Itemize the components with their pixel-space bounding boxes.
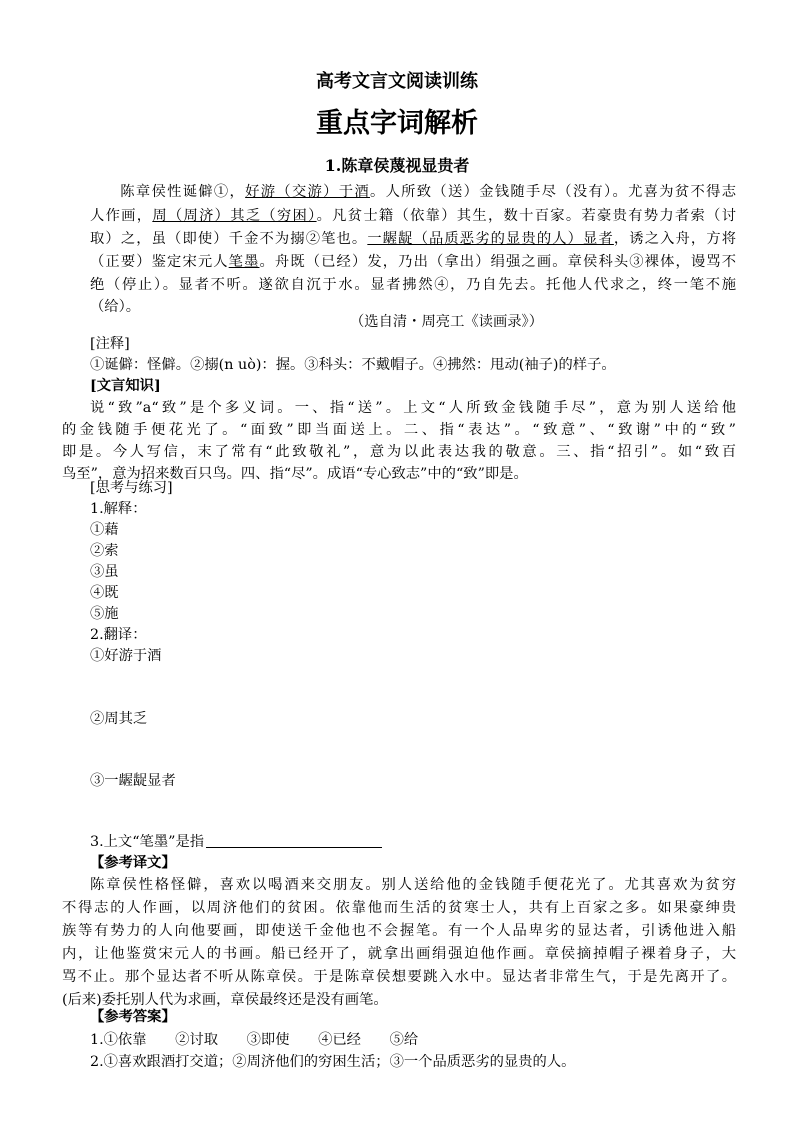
translation-line-5: 骂不止。那个显达者不听从陈章侯。于是陈章侯想要跳入水中。显达者非常生气，于是先离开了。 xyxy=(62,969,736,985)
question-2-item: ②周其乏 xyxy=(90,711,148,727)
question-1-item: ③虽 xyxy=(90,564,119,580)
passage-text: 。凡贫士籍（依靠）其生，数十百家。若豪贵有势力者索（讨 xyxy=(316,208,736,224)
passage-text: 。舟既（已经）发，乃出（拿出）绢强之画。章侯科头③裸体，谩骂不 xyxy=(259,254,737,270)
question-2-item: ①好游于酒 xyxy=(90,648,162,664)
translation-line-2: 不得志的人作画，以周济他们的贫困。依靠他而生活的贫寒士人，共有上百家之多。如果豪绅贵 xyxy=(62,900,736,916)
translation-line-6: (后来)委托别人代为求画，章侯最终还是没有画笔。 xyxy=(62,992,388,1008)
passage-text: 人作画， xyxy=(90,208,153,224)
question-1-item: ④既 xyxy=(90,585,119,601)
question-1-item: ②索 xyxy=(90,543,119,559)
knowledge-line-2: 的金钱随手便花光了。“面致”即当面送上。二、指“表达”。“致意”、“致谢”中的“致” xyxy=(62,422,736,438)
exercises-heading: [思考与练习] xyxy=(90,480,173,496)
underlined-phrase: 笔墨 xyxy=(228,254,260,270)
document-title: 高考文言文阅读训练 xyxy=(316,71,478,92)
passage-text: ，诱之入舟，方将 xyxy=(613,231,737,247)
question-3 xyxy=(90,831,736,853)
passage-line-5: 绝（停止）。显者不听。遂欲自沉于水。显者拂然④，乃自先去。托他人代求之，终一笔不施 xyxy=(90,277,736,293)
passage-text: （正要）鉴定宋元人 xyxy=(90,254,229,270)
translation-line-4: 内，让他鉴赏宋元人的书画。船已经开了，就拿出画绢强迫他作画。章侯摘掉帽子裸着身子，大 xyxy=(62,946,736,962)
passage-line-3 xyxy=(90,228,736,250)
question-2-item: ③一龌龊显者 xyxy=(90,773,176,789)
passage-text: 取）之，虽（即使）千金不为搦②笔也。 xyxy=(90,231,368,247)
question-3-text: 3.上文“笔墨”是指 xyxy=(90,834,205,850)
passage-line-1 xyxy=(90,181,736,203)
underlined-phrase: 一龌龊（品质恶劣的显贵的人）显者 xyxy=(367,231,614,247)
knowledge-line-1: 说“致”a“致”是个多义词。一、指“送”。上文“人所致金钱随手尽”，意为别人送给他 xyxy=(90,400,736,416)
document-subtitle: 重点字词解析 xyxy=(316,108,478,139)
passage-line-6: （给）。 xyxy=(90,299,141,315)
question-1-item: ⑤施 xyxy=(90,606,119,622)
answer-line-1: 1.①依靠 ②讨取 ③即使 ④已经 ⑤给 xyxy=(90,1032,419,1048)
underlined-phrase: 周（周济）其乏（穷困） xyxy=(152,208,317,224)
passage-text: 陈章侯性诞僻①， xyxy=(119,184,246,200)
translation-line-3: 族等有势力的人向他要画，即使送千金他也不会握笔。有一个人品卑劣的显达者，引诱他进入船 xyxy=(62,923,736,939)
passage-line-2 xyxy=(90,205,736,227)
question-2: 2.翻译： xyxy=(90,627,147,643)
question-1: 1.解释： xyxy=(90,501,147,517)
notes-heading: [注释] xyxy=(90,336,130,352)
notes-text: ①诞僻：怪僻。②搦(n uò)：握。③科头：不戴帽子。④拂然：甩动(袖子)的样子。 xyxy=(90,357,616,373)
question-1-item: ①藉 xyxy=(90,522,119,538)
translation-heading: 【参考译文】 xyxy=(90,855,176,871)
translation-line-1: 陈章侯性格怪僻，喜欢以喝酒来交朋友。别人送给他的金钱随手便花光了。尤其喜欢为贫穷 xyxy=(90,877,736,893)
underlined-phrase: 好游（交游）于酒 xyxy=(245,184,370,200)
answer-line-2: 2.①喜欢跟酒打交道；②周济他们的穷困生活；③一个品质恶劣的显贵的人。 xyxy=(90,1054,576,1070)
knowledge-line-4: 鸟至”，意为招来数百只鸟。四、指“尽”。成语“专心致志”中的“致”即是。 xyxy=(62,466,528,482)
answer-blank[interactable] xyxy=(206,833,382,848)
answers-heading: 【参考答案】 xyxy=(90,1009,176,1025)
knowledge-line-3: 即是。今人写信，末了常有“此致敬礼”，意为以此表达我的敬意。三、指“招引”。如“致百 xyxy=(62,444,736,460)
passage-title: 1.陈章侯蔑视显贵者 xyxy=(324,156,470,175)
passage-text: 。人所致（送）金钱随手尽（没有）。尤喜为贫不得志 xyxy=(369,184,736,200)
knowledge-heading: [文言知识] xyxy=(90,378,161,394)
passage-line-4 xyxy=(90,251,736,273)
passage-source: （选自清・周亮工《读画录》） xyxy=(350,314,544,330)
